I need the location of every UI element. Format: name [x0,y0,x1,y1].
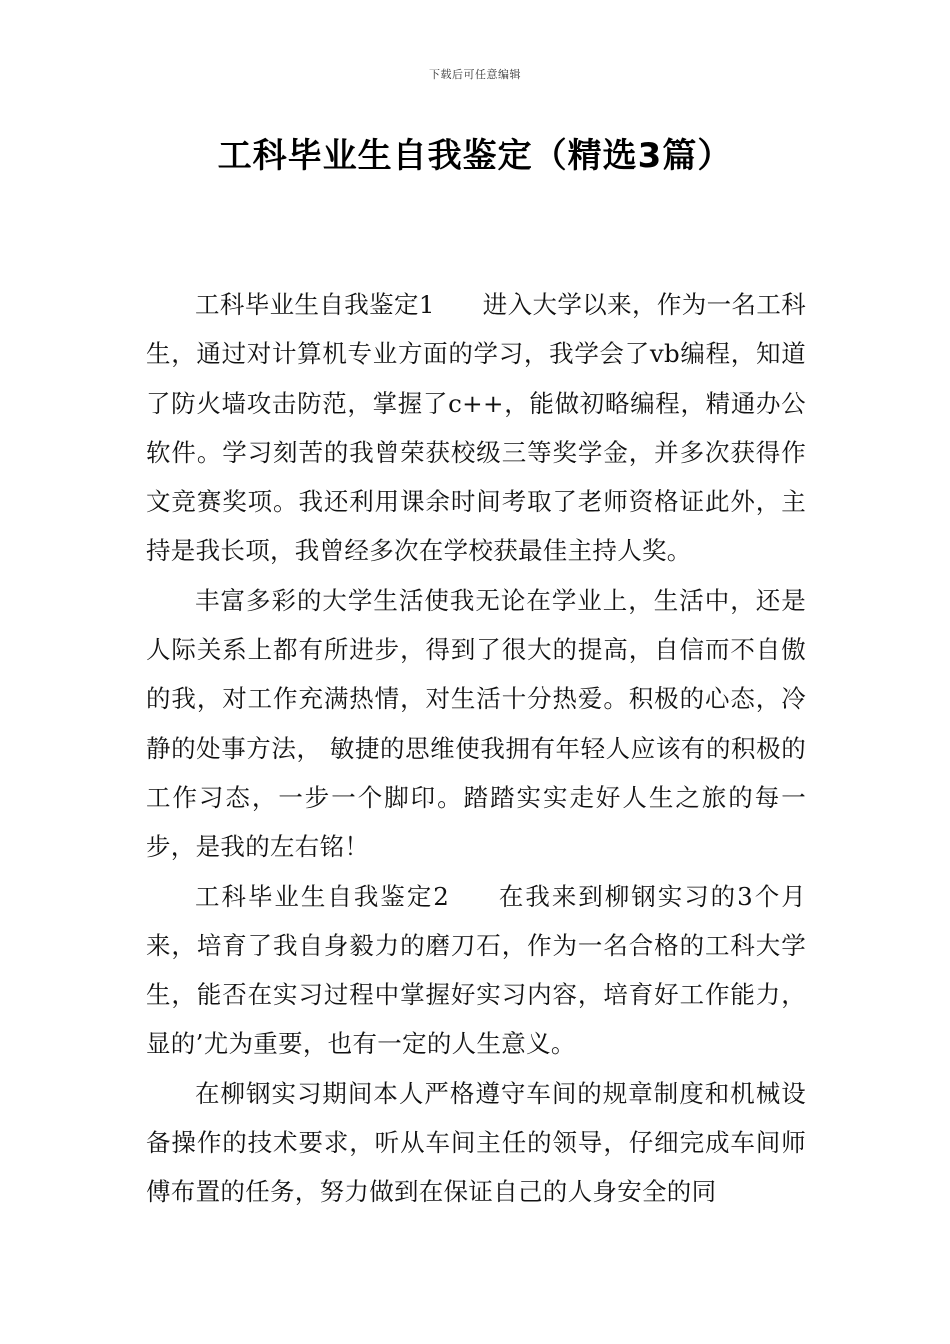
paragraph-2 [146,576,806,872]
section-heading-1: 工科毕业生自我鉴定1 [195,290,435,319]
paragraph-text-1: 进入大学以来，作为一名工科生，通过对计算机专业方面的学习，我学会了vb编程，知道了防火墙攻击防范，掌握了c++，能做初略编程，精通办公软件。学习刻苦的我曾荣获校级三等奖学金，并多次获得作文竞赛奖项。我还利用课余时间考取了老师资格证此外，主持是我长项，我曾经多次在学校获最佳主持人奖。 [146,290,806,566]
document-body [146,280,806,1217]
paragraph-text-3: 在我来到柳钢实习的3个月来，培育了我自身毅力的磨刀石，作为一名合格的工科大学生，能否在实习过程中掌握好实习内容，培育好工作能力，显的’尤为重要，也有一定的人生意义。 [146,881,806,1059]
document-title: 工科毕业生自我鉴定（精选3篇） [217,136,733,176]
paragraph-4 [146,1069,806,1217]
page-header: 下载后可任意编辑 [429,68,521,81]
paragraph-text-2: 丰富多彩的大学生活使我无论在学业上，生活中，还是人际关系上都有所进步，得到了很大的提高，自信而不自傲的我，对工作充满热情，对生活十分热爱。积极的心态，冷静的处事方法， 敏捷的思维使我拥有年轻人应该有的积极的工作习态，一步一个脚印。踏踏实实走好人生之旅的每一步，是我的左右铭！ [146,585,806,862]
section-heading-2: 工科毕业生自我鉴定2 [195,881,450,911]
paragraph-3 [146,872,806,1069]
paragraph-text-4: 在柳钢实习期间本人严格遵守车间的规章制度和机械设备操作的技术要求，听从车间主任的领导，仔细完成车间师傅布置的任务，努力做到在保证自己的人身安全的同 [146,1078,806,1207]
paragraph-1 [146,280,806,576]
